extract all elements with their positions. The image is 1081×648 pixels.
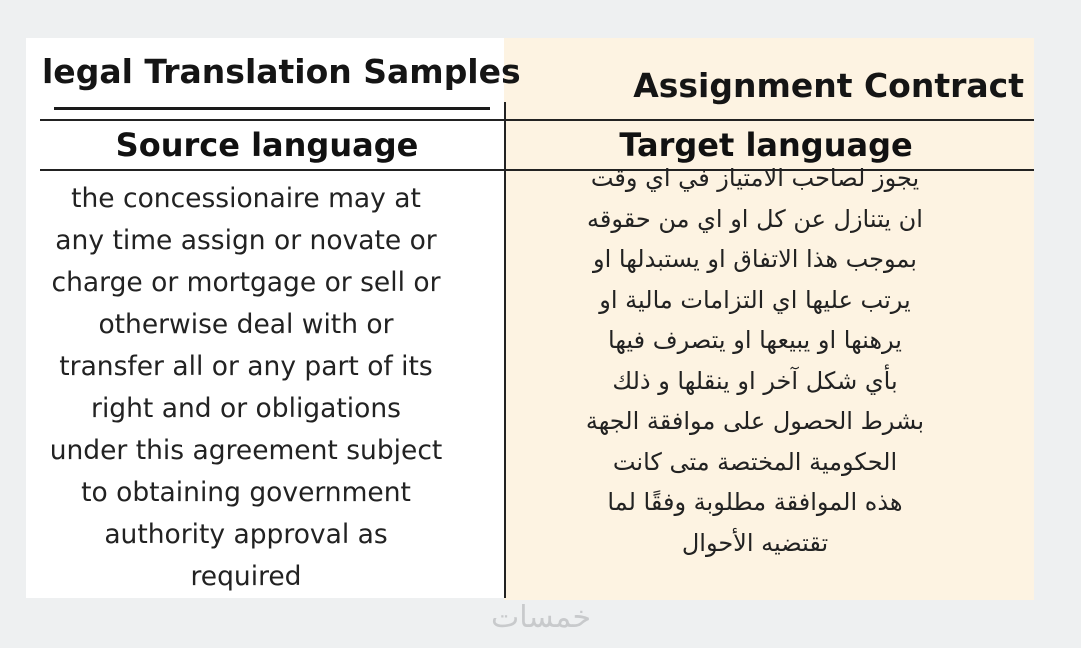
target-line: الحكومية المختصة متى كانت xyxy=(612,447,898,476)
title-underline xyxy=(54,107,490,110)
source-line: required xyxy=(190,561,302,592)
target-line: يجوز لصاحب الامتياز في اي وقت xyxy=(590,164,920,192)
source-line: charge or mortgage or sell or xyxy=(51,267,441,298)
target-line: بشرط الحصول على موافقة الجهة xyxy=(585,407,925,435)
source-line: any time assign or novate or xyxy=(55,225,437,256)
source-line: transfer all or any part of its xyxy=(59,351,433,382)
source-line: right and or obligations xyxy=(91,393,401,424)
contract-title: Assignment Contract xyxy=(633,66,1024,105)
target-text xyxy=(540,158,970,563)
column-divider xyxy=(504,102,506,598)
target-line: يرتب عليها اي التزامات مالية او xyxy=(599,285,911,314)
source-line: under this agreement subject xyxy=(49,435,443,466)
page-title: legal Translation Samples xyxy=(42,52,521,91)
source-line: the concessionaire may at xyxy=(71,183,421,214)
source-line: otherwise deal with or xyxy=(98,309,394,340)
target-line: هذه الموافقة مطلوبة وفقًا لما xyxy=(607,488,903,516)
target-language-header: Target language xyxy=(619,126,913,164)
target-line: ان يتنازل عن كل او اي من حقوقه xyxy=(587,204,923,233)
target-line: يرهنها او يبيعها او يتصرف فيها xyxy=(608,326,902,354)
source-line: to obtaining government xyxy=(81,477,411,508)
target-line: بموجب هذا الاتفاق او يستبدلها او xyxy=(593,245,917,273)
source-text xyxy=(30,178,462,598)
source-language-header: Source language xyxy=(115,126,419,164)
target-line: تقتضيه الأحوال xyxy=(681,528,829,557)
source-line: authority approval as xyxy=(104,519,388,550)
header-top-divider xyxy=(40,119,1034,121)
target-line: بأي شكل آخر او ينقلها و ذلك xyxy=(612,366,898,395)
watermark-logo: خمسات xyxy=(490,600,592,635)
